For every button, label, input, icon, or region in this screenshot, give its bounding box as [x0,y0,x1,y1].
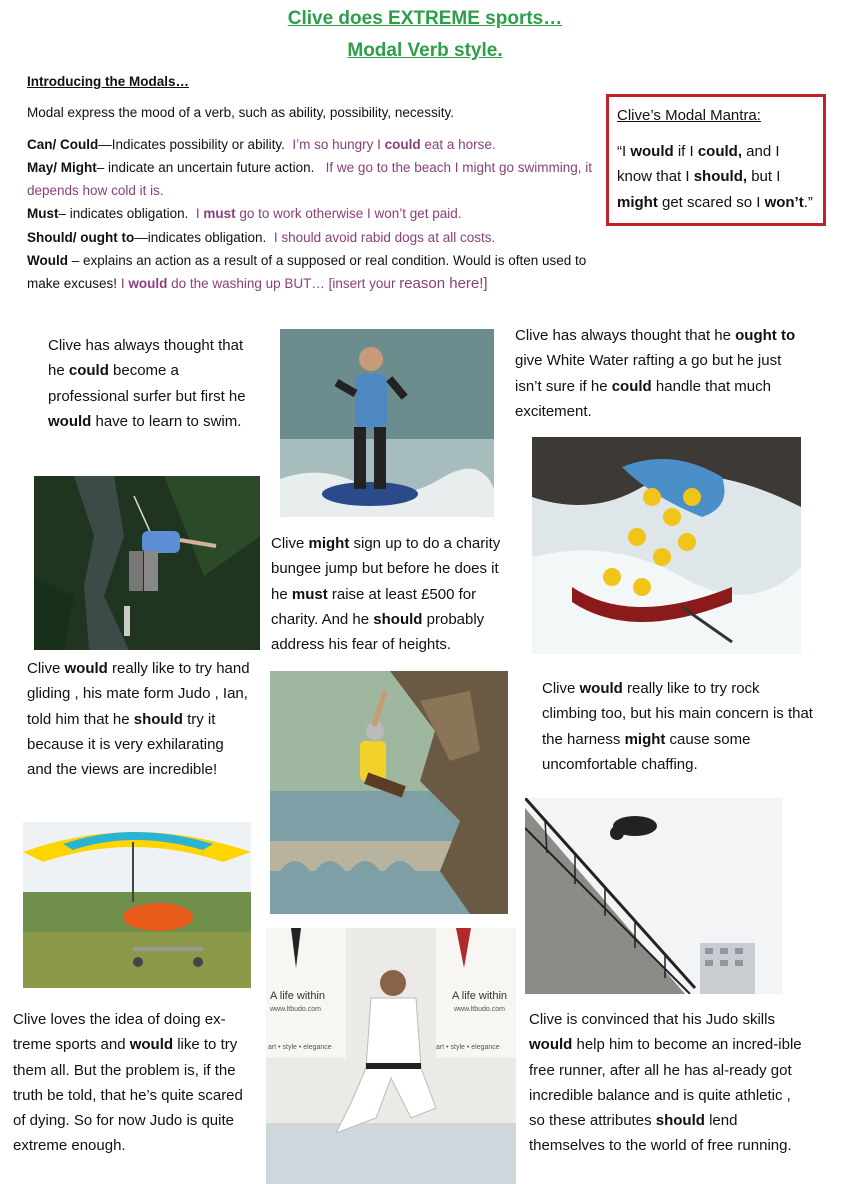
free-runner-photo [525,798,782,994]
story-rafting: Clive has always thought that he ought to give White Water rafting a go but he just isn’t sure if he could handle that much excitement. [515,327,796,420]
judo-banner-tagline-right: art • style • elegance [436,1044,500,1051]
judo-photo [266,928,516,1184]
story-hang-gliding: Clive would really like to try hand gliding , his mate form Judo , Ian, told him that he should try it because it is very exhilarating and the views are incredible! [27,660,250,779]
climbing-photo [270,671,508,914]
judo-banner-tagline-left: art • style • elegance [268,1044,332,1051]
modal-mantra-box [606,94,826,226]
judo-banner-site-left: www.ltbudo.com [270,1006,321,1013]
intro-description: Modal express the mood of a verb, such as ability, possibility, necessity. [27,105,454,121]
mantra-title: Clive’s Modal Mantra: [617,107,761,124]
modal-would: Would – explains an action as a result of a supposed or real condition. Would is often used to make excuses! I would do the washing up BUT… [insert your reason here!] [27,253,587,293]
bungee-photo [34,476,260,650]
intro-heading: Introducing the Modals… [27,74,189,89]
judo-banner-slogan-right: A life within [452,990,508,1002]
page-title: Clive does EXTREME sports… [287,8,563,29]
story-free-running: Clive is convinced that his Judo skills would help him to become an incred-ible free runner, after all he has al-ready got incredible balance and is quite athletic , so these attributes should lend themselves to the world of free running. [529,1011,802,1155]
modal-can: Can/ Could—Indicates possibility or ability. I’m so hungry I could eat a horse. [27,136,496,152]
story-extreme-fear: Clive loves the idea of doing ex-treme sports and would like to try them all. But the problem is, if the truth be told, that he’s quite scared of dying. So for now Judo is quite extreme enough. [13,1011,243,1155]
intro-section [27,70,597,296]
mantra-text: “I would if I could, and I know that I should, but I might get scared so I won’t.” [617,142,813,211]
story-rock-climbing: Clive would really like to try rock climbing too, but his main concern is that the harness might cause some uncomfortable chaffing. [542,680,813,773]
story-surfing: Clive has always thought that he could become a professional surfer but first he would have to learn to swim. [48,337,246,430]
page-subtitle: Modal Verb style. [347,40,503,61]
judo-banner-site-right: www.ltbudo.com [454,1006,505,1013]
modal-may: May/ Might– indicate an uncertain future action. If we go to the beach I might go swimming, it depends how cold it is. [27,159,593,199]
surfer-photo [280,329,494,517]
modal-should: Should/ ought to—indicates obligation. I should avoid rabid dogs at all costs. [27,229,496,245]
modal-must: Must– indicates obligation. I must go to work otherwise I won’t get paid. [27,206,462,222]
judo-banner-slogan-left: A life within [270,990,326,1002]
hang-glider-photo [23,822,251,988]
rafting-photo [532,437,801,654]
story-bungee: Clive might sign up to do a charity bungee jump but before he does it he must raise at least £500 for charity. And he should probably address his fear of heights. [271,535,501,654]
